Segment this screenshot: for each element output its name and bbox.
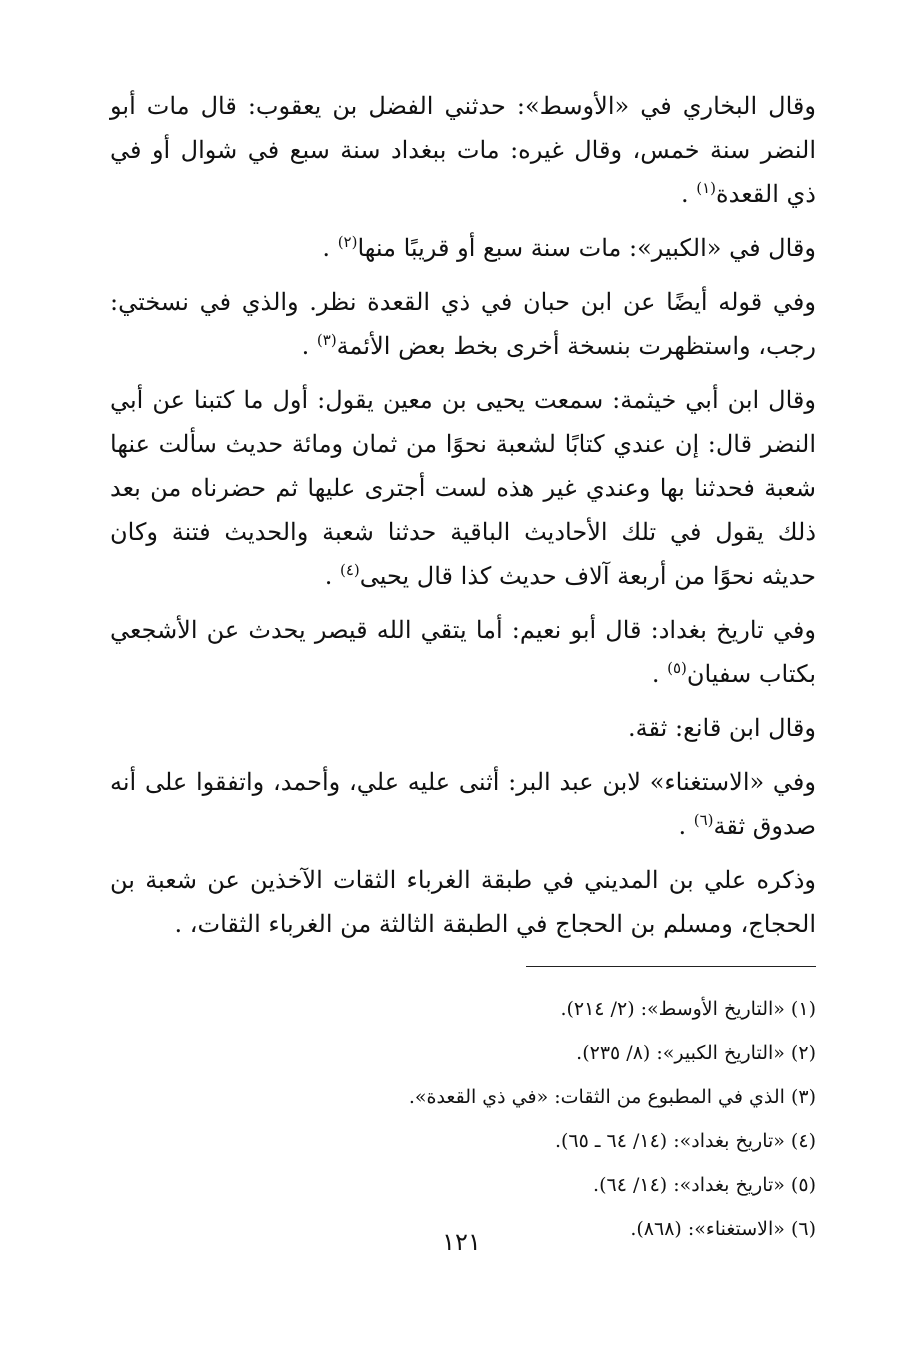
paragraph-3 [110,280,816,368]
paragraph-tail: . [678,812,694,840]
paragraph-1 [110,84,816,216]
paragraph-tail: . [651,660,668,688]
paragraph-tail: . [324,562,340,590]
footnote-divider [526,966,816,967]
paragraph-text: وفي قوله أيضًا عن ابن حبان في ذي القعدة نظر. والذي في نسختي: رجب، واستظهرت بنسخة أخرى بخط بعض الأئمة [110,288,816,360]
footnote-ref[interactable]: (٦) [693,811,714,829]
footnote-ref[interactable]: (٢) [337,233,358,251]
paragraph-tail: . [680,180,697,208]
paragraph-5 [110,608,816,696]
paragraph-text: وذكره علي بن المديني في طبقة الغرباء الثقات الآخذين عن شعبة بن الحجاج، ومسلم بن الحجاج في الطبقة الثالثة من الغرباء الثقات، . [110,866,816,938]
footnote-ref[interactable]: (٣) [316,331,337,349]
footnote-ref[interactable]: (٤) [339,561,360,579]
footnote-ref[interactable]: (١) [696,179,717,197]
footnote-3: (٣) الذي في المطبوع من الثقات: «في ذي القعدة». [408,1086,816,1108]
paragraph-text: وفي تاريخ بغداد: قال أبو نعيم: أما يتقي الله قيصر يحدث عن الأشجعي بكتاب سفيان [110,616,816,688]
footnote-1: (١) «التاريخ الأوسط»: (٢/ ٢١٤). [560,998,816,1020]
footnote-2: (٢) «التاريخ الكبير»: (٨/ ٢٣٥). [576,1042,816,1064]
footnote-ref[interactable]: (٥) [667,659,687,677]
page-body [110,84,816,1251]
paragraph-text: وقال ابن أبي خيثمة: سمعت يحيى بن معين يقول: أول ما كتبنا عن أبي النضر قال: إن عندي كتابًا لشعبة نحوًا من ثمان ومائة حديث سألت عنها شعبة فحدثنا بها وعندي غير هذه لست أجترى عليها ثم حضرناه من بعد ذلك يقول في تلك الأحاديث الباقية حدثنا شعبة والحديث فتنة وكان حديثه نحوًا من أربعة آلاف حديث كذا قال يحيى [110,386,816,590]
footnote-4: (٤) «تاريخ بغداد»: (١٤/ ٦٤ ـ ٦٥). [554,1130,816,1152]
paragraph-6 [110,706,816,750]
paragraph-8 [110,858,816,946]
paragraph-tail: . [322,234,338,262]
footnote-6: (٦) «الاستغناء»: (٨٦٨). [630,1218,816,1240]
paragraph-4 [110,378,816,598]
paragraph-2 [110,226,816,270]
paragraph-7 [110,760,816,848]
paragraph-text: وقال ابن قانع: ثقة. [628,714,816,742]
footnote-5: (٥) «تاريخ بغداد»: (١٤/ ٦٤). [593,1174,816,1196]
page-number: ١٢١ [442,1228,481,1256]
paragraph-text: وقال البخاري في «الأوسط»: حدثني الفضل بن يعقوب: قال مات أبو النضر سنة خمس، وقال غيره: مات ببغداد سنة سبع في شوال أو في ذي القعدة [110,92,816,208]
paragraph-text: وفي «الاستغناء» لابن عبد البر: أثنى عليه علي، وأحمد، واتفقوا على أنه صدوق ثقة [110,768,816,840]
paragraph-tail: . [301,332,317,360]
footnotes [110,987,816,1251]
paragraph-text: وقال في «الكبير»: مات سنة سبع أو قريبًا منها [357,234,816,262]
